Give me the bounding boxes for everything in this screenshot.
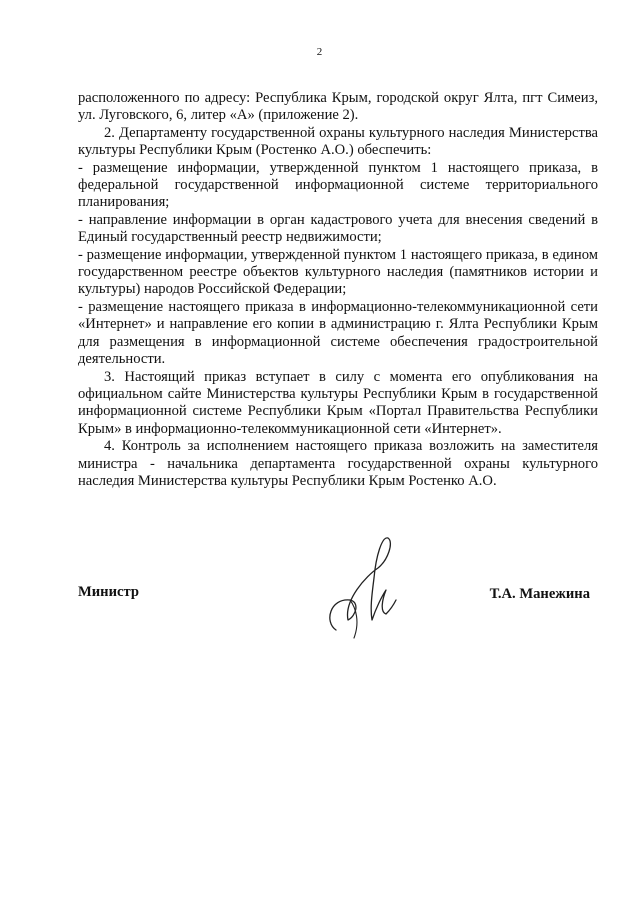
paragraph-item-2: 2. Департаменту государственной охраны культурного наследия Министерства культуры Республики Крым (Ростенко А.О.) обеспечить: <box>78 124 598 159</box>
list-item-heritage-register: - размещение информации, утвержденной пунктом 1 настоящего приказа, в едином государственном реестре объектов культурного наследия (памятников истории и культуры) народов Российской Федерации; <box>78 246 598 298</box>
page-number: 2 <box>316 46 323 58</box>
handwritten-signature <box>316 530 416 650</box>
paragraph-item-3: 3. Настоящий приказ вступает в силу с момента его опубликования на официальном сайте Министерства культуры Республики Крым в государственной информационной системе Республики Крым «Портал Правительства Республики Крым» в информационно-телекоммуникационной сети «Интернет». <box>78 368 598 437</box>
list-item-internet-publication: - размещение настоящего приказа в информационно-телекоммуникационной сети «Интернет» и направление его копии в администрацию г. Ялта Республики Крым для размещения в информационной системе обеспечения градостроительной деятельности. <box>78 298 598 368</box>
document-body <box>78 90 598 490</box>
paragraph-address-continuation: расположенного по адресу: Республика Крым, городской округ Ялта, пгт Симеиз, ул. Луговского, 6, литер «А» (приложение 2). <box>78 90 598 124</box>
paragraph-item-4: 4. Контроль за исполнением настоящего приказа возложить на заместителя министра - начальника департамента государственной охраны культурного наследия Министерства культуры Республики Крым Ростенко А.О. <box>78 438 598 489</box>
list-item-fgis-placement: - размещение информации, утвержденной пунктом 1 настоящего приказа, в федеральной государственной информационной системе территориального планирования; <box>78 159 598 211</box>
signature-block <box>78 580 598 640</box>
signer-title: Министр <box>78 584 139 600</box>
list-item-cadastral-registration: - направление информации в орган кадастрового учета для внесения сведений в Единый государственный реестр недвижимости; <box>78 211 598 246</box>
signer-name: Т.А. Манежина <box>489 586 590 602</box>
